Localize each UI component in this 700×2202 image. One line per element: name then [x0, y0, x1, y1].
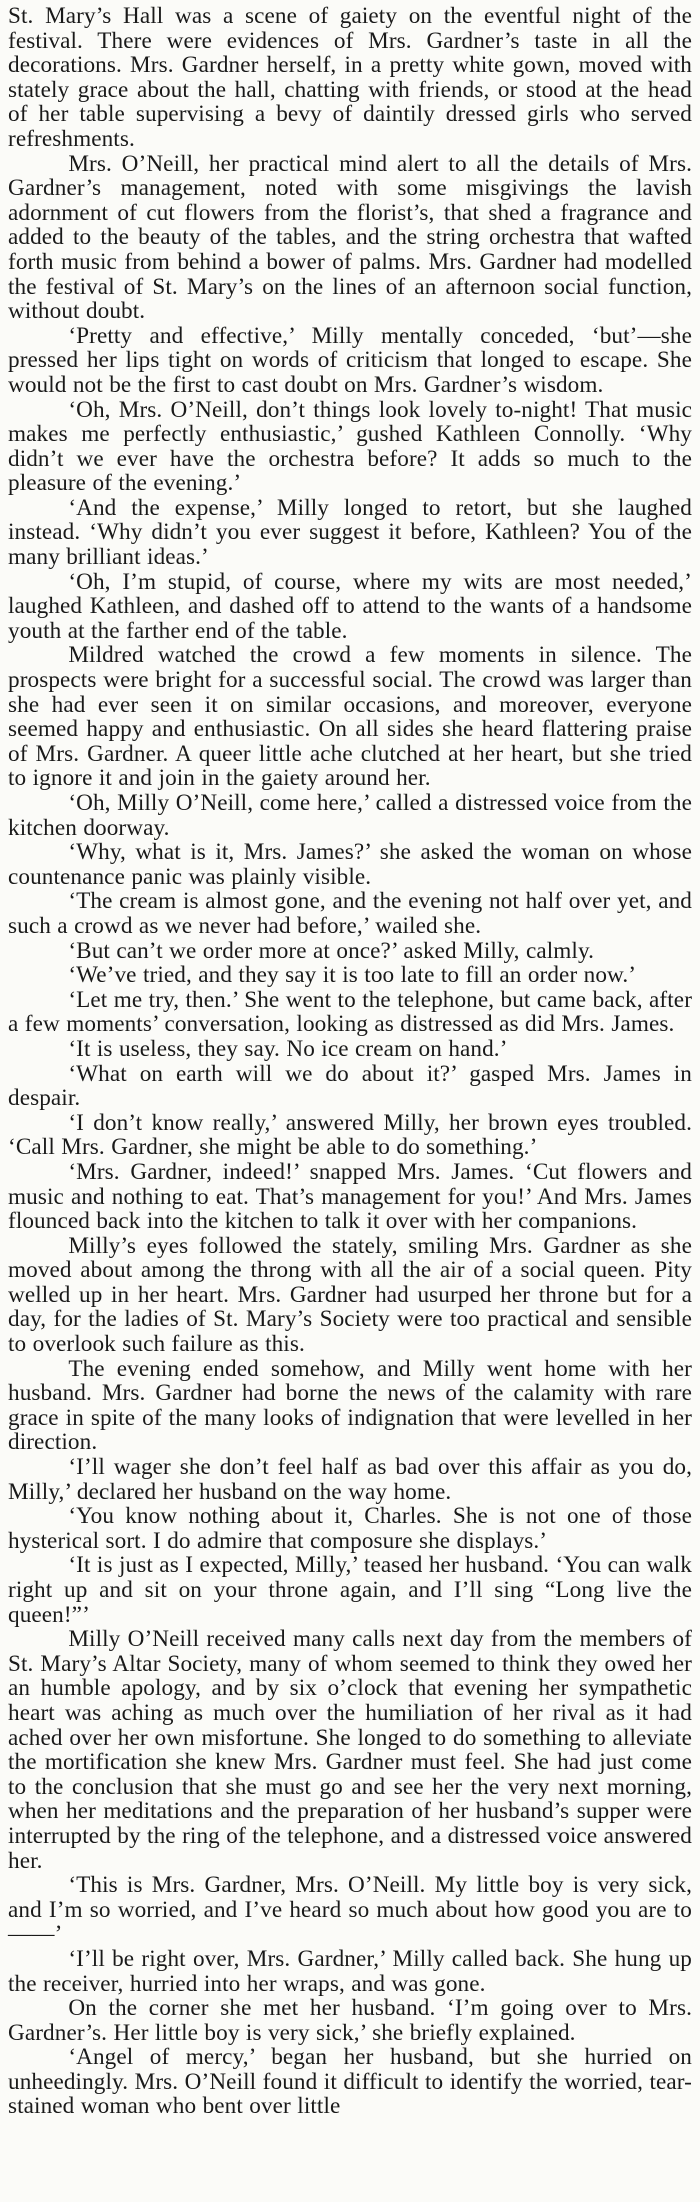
paragraph: ‘It is useless, they say. No ice cream on hand.’: [68, 1035, 508, 1062]
paragraph: Mildred watched the crowd a few moments in silence. The prospects were bright for a successful social. The crowd was larger than she had ever seen it on similar occasions, and moreover, everyone seemed happy and enthusiastic. On all sides she heard flattering praise of Mrs. Gardner. A queer little ache clutched at her heart, but she tried to ignore it and join in the gaiety around her.: [8, 642, 692, 792]
paragraph: On the corner she met her husband. ‘I’m going over to Mrs. Gardner’s. Her little boy is very sick,’ she briefly explained.: [8, 1995, 692, 2046]
paragraph: ‘We’ve tried, and they say it is too late to fill an order now.’: [68, 962, 637, 989]
paragraph: ‘I’ll be right over, Mrs. Gardner,’ Milly called back. She hung up the receiver, hurried into her wraps, and was gone.: [8, 1945, 692, 1997]
paragraph: ‘Angel of mercy,’ began her husband, but she hurried on unheedingly. Mrs. O’Neill found it difficult to identify the worried, tear-stained woman who bent over little: [8, 2044, 692, 2120]
paragraph: St. Mary’s Hall was a scene of gaiety on the eventful night of the festival. There were evidences of Mrs. Gardner’s taste in all the decorations. Mrs. Gardner herself, in a pretty white gown, moved with stately grace about the hall, chatting with friends, or stood at the head of her table supervising a bevy of daintily dressed girls who served refreshments.: [8, 3, 692, 152]
paragraph: ‘The cream is almost gone, and the evening not half over yet, and such a crowd as we never had before,’ wailed she.: [8, 888, 692, 939]
paragraph: ‘You know nothing about it, Charles. She is not one of those hysterical sort. I do admire that composure she displays.’: [8, 1503, 692, 1554]
paragraph: ‘Why, what is it, Mrs. James?’ she asked the woman on whose countenance panic was plainly visible.: [8, 839, 692, 890]
paragraph: Mrs. O’Neill, her practical mind alert to all the details of Mrs. Gardner’s management, noted with some misgivings the lavish adornment of cut flowers from the florist’s, that shed a fragrance and added to the beauty of the tables, and the string orchestra that wafted forth music from behind a bower of palms. Mrs. Gardner had modelled the festival of St. Mary’s on the lines of an afternoon social function, without doubt.: [8, 150, 692, 325]
paragraph: ‘It is just as I expected, Milly,’ teased her husband. ‘You can walk right up and sit on your throne again, and I’ll sing “Long live the queen!”’: [8, 1552, 692, 1628]
paragraph: Milly O’Neill received many calls next day from the members of St. Mary’s Altar Society, many of whom seemed to think they owed her an humble apology, and by six o’clock that evening her sympathetic heart was aching as much over the humiliation of her rival as it had ached over her own misfortune. She longed to do something to alleviate the mortification she knew Mrs. Gardner must feel. She had just come to the conclusion that she must go and see her the very next morning, when her meditations and the preparation of her husband’s supper were interrupted by the ring of the telephone, and a distressed voice answered her.: [8, 1626, 692, 1874]
paragraph: ‘I’ll wager she don’t feel half as bad over this affair as you do, Milly,’ declared her husband on the way home.: [8, 1454, 692, 1505]
paragraph: ‘I don’t know really,’ answered Milly, her brown eyes troubled. ‘Call Mrs. Gardner, she might be able to do something.’: [8, 1109, 692, 1161]
article-column: [8, 4, 692, 2119]
paragraph: ‘Oh, Milly O’Neill, come here,’ called a distressed voice from the kitchen doorway.: [8, 790, 692, 841]
paragraph: ‘And the expense,’ Milly longed to retort, but she laughed instead. ‘Why didn’t you ever suggest it before, Kathleen? You of the many brilliant ideas.’: [8, 494, 692, 571]
paragraph: ‘But can’t we order more at once?’ asked Milly, calmly.: [68, 937, 595, 964]
paragraph: The evening ended somehow, and Milly went home with her husband. Mrs. Gardner had borne the news of the calamity with rare grace in spite of the many looks of indignation that were levelled in her direction.: [8, 1355, 692, 1456]
paragraph: Milly’s eyes followed the stately, smiling Mrs. Gardner as she moved about among the throng with all the air of a social queen. Pity welled up in her heart. Mrs. Gardner had usurped her throne but for a day, for the ladies of St. Mary’s Society were too practical and sensible to overlook such failure as this.: [8, 1232, 692, 1358]
paragraph: ‘Pretty and effective,’ Milly mentally conceded, ‘but’—she pressed her lips tight on words of criticism that longed to escape. She would not be the first to cast doubt on Mrs. Gardner’s wisdom.: [8, 322, 692, 398]
paragraph: ‘Oh, Mrs. O’Neill, don’t things look lovely to-night! That music makes me perfectly enthusiastic,’ gushed Kathleen Connolly. ‘Why didn’t we ever have the orchestra before? It adds so much to the pleasure of the evening.’: [8, 396, 692, 497]
paragraph: ‘Mrs. Gardner, indeed!’ snapped Mrs. James. ‘Cut flowers and music and nothing to eat. That’s management for you!’ And Mrs. James flounced back into the kitchen to talk it over with her companions.: [8, 1158, 692, 1235]
paragraph: ‘Oh, I’m stupid, of course, where my wits are most needed,’ laughed Kathleen, and dashed off to attend to the wants of a handsome youth at the farther end of the table.: [8, 568, 692, 644]
paragraph: ‘This is Mrs. Gardner, Mrs. O’Neill. My little boy is very sick, and I’m so worried, and I’ve heard so much about how good you are to——’: [8, 1872, 692, 1948]
paragraph: ‘What on earth will we do about it?’ gasped Mrs. James in despair.: [8, 1060, 692, 1112]
paragraph: ‘Let me try, then.’ She went to the telephone, but came back, after a few moments’ conversation, looking as distressed as did Mrs. James.: [8, 986, 693, 1038]
